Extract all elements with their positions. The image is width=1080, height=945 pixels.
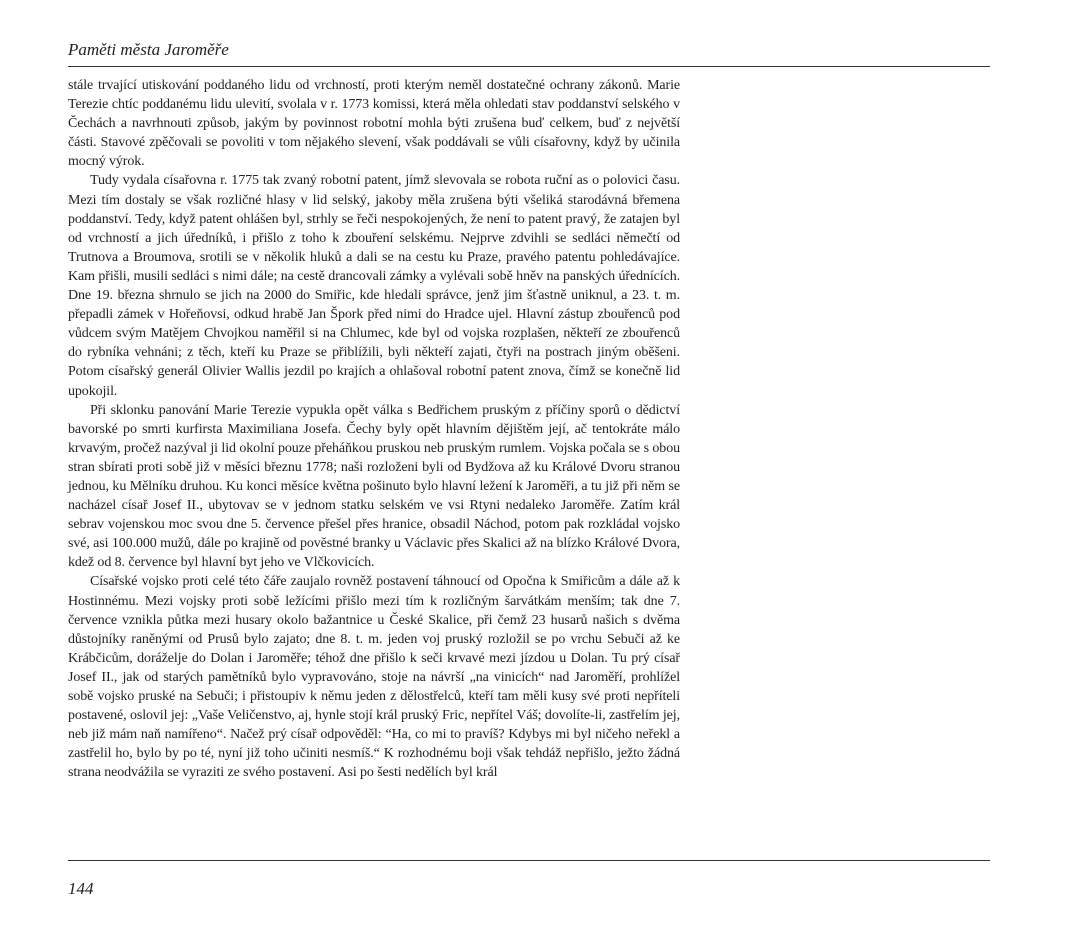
footer-rule	[68, 860, 990, 861]
body-text	[68, 76, 680, 782]
paragraph: stále trvající utiskování poddaného lidu od vrchností, proti kterým neměl dostatečné ochrany zákonů. Marie Terezie chtíc poddanému lidu ulevití, svolala v r. 1773 komissi, která měla ohledati stav poddanství selského v Čechách a navrhnouti způsob, jakým by povinnost robotní mohla býti zrušena buď celkem, buď z největší části. Stavové zpěčovali se povoliti v tom nějakého slevení, však poddávali se vůli císařovny, když by učinila mocný výrok.	[68, 78, 680, 170]
header-rule	[68, 66, 990, 67]
page-number: 144	[68, 879, 94, 898]
paragraph: Tudy vydala císařovna r. 1775 tak zvaný robotní patent, jímž slevovala se robota ruční as o polovici času. Mezi tím dostaly se však rozličné hlasy v lid selský, jakoby měla zrušena býti všeliká starodávná břemena poddanství. Tedy, když patent ohlášen byl, strhly se řeči nespokojených, že není to patent pravý, že zatajen byl od vrchností a jich úředníků, i přišlo z toho k zbouření selskému. Nejprve zdvihli se sedláci němečtí od Trutnova a Broumova, srotili se v několik hluků a dali se na cestu ku Praze, pravého patentu pohledávajíce. Kam přišli, musili sedláci s nimi dále; na cestě drancovali zámky a vylévali sobě hněv na panských úřednících. Dne 19. března shrnulo se jich na 2000 do Smiřic, kde hledali správce, jenž jim šťastně uniknul, a 23. t. m. přepadli zámek v Hořeňovsi, odkud hrabě Jan Špork před nimi do Hradce ujel. Hlavní zástup zbouřenců pod vůdcem svým Matějem Chvojkou naměřil si na Chlumec, kde byl od vojska rozplašen, někteří ze zbouřenců do rybníka vehnáni; z těch, kteří ku Praze se přiblížili, byli někteří zajati, čtyři na postrach jiným oběšeni. Potom císařský generál Olivier Wallis jezdil po krajích a ohlašoval robotní patent znova, čímž se konečně lid upokojil.	[68, 173, 680, 399]
running-header: Paměti města Jaroměře	[68, 40, 229, 59]
paragraph: Při sklonku panování Marie Terezie vypukla opět válka s Bedřichem pruským z příčiny sporů o dědictví bavorské po smrti kurfirsta Maximiliana Josefa. Čechy byly opět hlavním dějištěm její, ač tentokráte málo krvavým, pročež nazýval ji lid okolní pouze přeháňkou pruskou neb pruským rumlem. Vojska počala se s obou stran sbírati proti sobě již v měsíci březnu 1778; naši rozloženi byli od Bydžova až ku Králové Dvoru stranou jednou, ku Mělníku druhou. Ku konci měsíce května pošinuto bylo hlavní ležení k Jaroměři, a tu již při něm se nacházel císař Josef II., ubytovav se v jednom statku selském ve vsi Rtyni nedaleko Jaroměře. Zatím král sebrav vojenskou moc svou dne 5. července přešel přes hranice, obsadil Náchod, potom pak rozkládal vojsko své, asi 100.000 mužů, dále po krajině od pověstné branky u Václavic přes Skalici až na blízko Králové Dvora, kdež od 8. července byl hlavní byt jeho ve Vlčkovicích.	[68, 402, 680, 571]
paragraph: Císařské vojsko proti celé této čáře zaujalo rovněž postavení táhnoucí od Opočna k Smiřicům a dále až k Hostinnému. Mezi vojsky proti sobě ležícími přišlo mezi tím k rozličným šarvátkám menším; tak dne 7. července vznikla půtka mezi husary okolo bažantnice u České Skalice, při čemž 23 husarů našich s dvěma důstojníky raněnými od Prusů bylo zajato; dne 8. t. m. jeden voj pruský rozložil se po vrchu Sebuči až ke Krábčicům, doráželje do Dolan i Jaroměře; téhož dne přišlo k seči krvavé mezi jízdou u Dolan. Tu prý císař Josef II., jak od starých pamětníků bylo vypravováno, stoje na návrší „na vinicích“ nad Jaroměří, prohlížel sobě vojsko pruské na Sebuči; i přistoupiv k němu jeden z dělostřelců, kteří tam měli kusy své proti nepříteli postavené, oslovil jej: „Vaše Veličenstvo, aj, hynle stojí král pruský Fric, nepřítel Váš; dovolíte-li, zastřelím jej, neb již mám naň namířeno“. Načež prý císař odpověděl: “Ha, co mi to pravíš? Kdybys mi byl ničeho neřekl a zastřelil ho, bylo by po té, nyní již toho učiniti nesmíš.“ K rozhodnému boji však tehdáž nepřišlo, ježto žádná strana neodvážila se vyraziti ze svého postavení. Asi po šesti nedělích byl král	[68, 574, 680, 781]
